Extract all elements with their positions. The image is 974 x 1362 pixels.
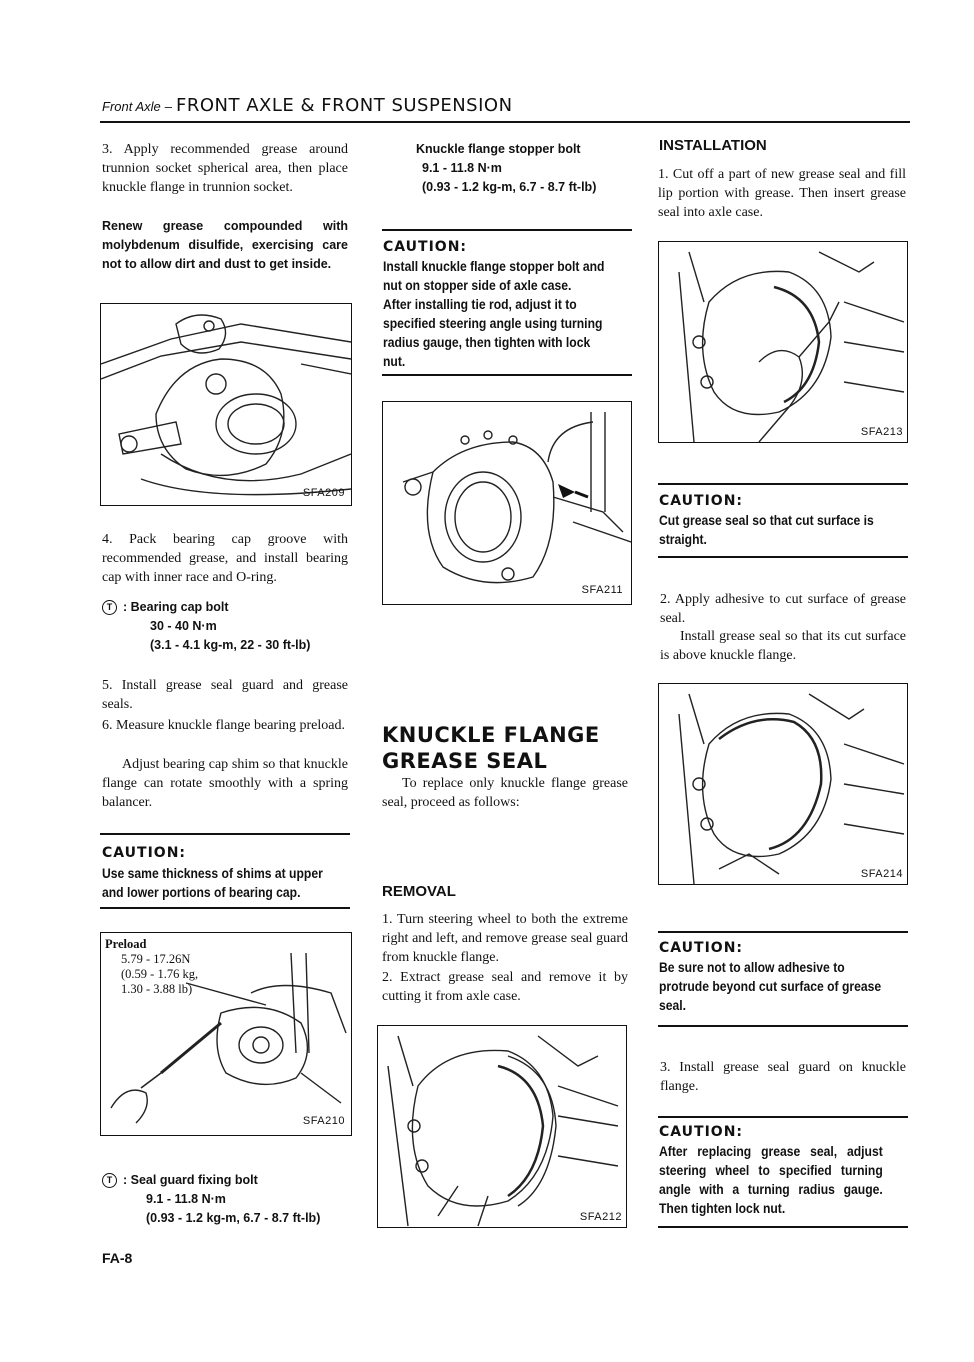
caution1-top-rule — [100, 833, 350, 835]
preload-callout — [105, 937, 198, 997]
caution4-bottom-rule — [658, 1025, 908, 1027]
fig-code-sfa213: SFA213 — [860, 426, 903, 438]
caution2-bottom-rule — [382, 374, 632, 376]
install-step1: 1. Cut off a part of new grease seal and fill lip portion with grease. Then insert grease seal into axle case. — [658, 167, 906, 220]
caution1-bottom-rule — [100, 907, 350, 909]
knuckle-assembly-illustration — [101, 304, 351, 505]
col1-note3: Renew grease compounded with molybdenum disulfide, exercising care not to allow dirt and dust to get inside. — [102, 219, 348, 271]
col2-caution-box — [383, 257, 605, 371]
col3-caution1-text: Cut grease seal so that cut surface is straight. — [659, 513, 874, 547]
caution4-top-rule — [658, 931, 908, 933]
col1-step5: 5. Install grease seal guard and grease seals. — [102, 678, 348, 712]
torque1-value: 30 - 40 N·m — [150, 619, 217, 633]
seal-position-illustration — [659, 684, 907, 884]
removal-step2: 2. Extract grease seal and remove it by cutting it from axle case. — [382, 970, 628, 1004]
preload-lb: 1.30 - 3.88 lb) — [121, 982, 193, 996]
torque2-label: : Seal guard fixing bolt — [123, 1173, 258, 1187]
col3-caution2-text: Be sure not to allow adhesive to protrude beyond cut surface of grease seal. — [659, 960, 882, 1013]
caution5-bottom-rule — [658, 1226, 908, 1228]
figure-sfa213 — [658, 241, 908, 443]
col2-intro: To replace only knuckle flange grease seal, proceed as follows: — [382, 776, 628, 810]
col3-caution1-title: CAUTION: — [659, 493, 744, 509]
col2-caution-text-2: After installing tie rod, adjust it to specified steering angle using turning radius gauge, then tighten with lock nut. — [383, 297, 603, 369]
torque-icon: T — [102, 600, 117, 615]
heading-line1: KNUCKLE FLANGE — [382, 723, 600, 747]
removal-step1: 1. Turn steering wheel to both the extreme right and left, and remove grease seal guard from knuckle flange. — [382, 912, 628, 965]
torque2-alt: (0.93 - 1.2 kg-m, 6.7 - 8.7 ft-lb) — [146, 1211, 321, 1225]
col1-caution-box — [102, 864, 328, 902]
install-step2: 2. Apply adhesive to cut surface of grease seal. — [660, 592, 906, 626]
col3-caution2-box — [659, 958, 883, 1015]
install-note2: Install grease seal so that its cut surface is above knuckle flange. — [660, 629, 906, 663]
page-number: FA-8 — [102, 1250, 133, 1266]
figure-sfa210 — [100, 932, 352, 1136]
installation-title: INSTALLATION — [659, 137, 767, 154]
knuckle-flange-heading — [382, 722, 632, 774]
torque-icon: T — [102, 1173, 117, 1188]
torque1-label: : Bearing cap bolt — [123, 600, 229, 614]
caution5-top-rule — [658, 1116, 908, 1118]
torque-seal-guard-bolt — [102, 1171, 348, 1228]
torque1-alt: (3.1 - 4.1 kg-m, 22 - 30 ft-lb) — [150, 638, 311, 652]
seal-insertion-illustration — [659, 242, 907, 442]
caution3-top-rule — [658, 483, 908, 485]
col2-caution-text-1: Install knuckle flange stopper bolt and nut on stopper side of axle case. — [383, 259, 605, 293]
col1-caution-title: CAUTION: — [102, 845, 187, 861]
fig-code-sfa210: SFA210 — [302, 1115, 345, 1127]
install-step3: 3. Install grease seal guard on knuckle flange. — [660, 1060, 906, 1094]
col2-torque-label: Knuckle flange stopper bolt — [416, 142, 581, 156]
col2-torque-alt: (0.93 - 1.2 kg-m, 6.7 - 8.7 ft-lb) — [422, 180, 597, 194]
figure-sfa211 — [382, 401, 632, 605]
removal-title: REMOVAL — [382, 883, 456, 900]
stopper-bolt-illustration — [383, 402, 631, 604]
header-title: FRONT AXLE & FRONT SUSPENSION — [176, 95, 513, 116]
header-dash: – — [164, 99, 172, 114]
col1-step4: 4. Pack bearing cap groove with recommended grease, and install bearing cap with inner race and O-ring. — [102, 532, 348, 585]
fig-code-sfa212: SFA212 — [579, 1211, 622, 1223]
caution2-top-rule — [382, 229, 632, 231]
col1-step3: 3. Apply recommended grease around trunnion socket spherical area, then place knuckle flange in trunnion socket. — [102, 142, 348, 195]
col3-caution1-box — [659, 511, 883, 549]
torque-bearing-cap-bolt — [102, 598, 348, 655]
col1-step6: 6. Measure knuckle flange bearing preload. — [102, 718, 345, 733]
page-header — [102, 95, 912, 123]
figure-sfa214 — [658, 683, 908, 885]
torque-stopper-bolt — [382, 140, 632, 197]
col1-note6: Adjust bearing cap shim so that knuckle flange can rotate smoothly with a spring balancer. — [102, 757, 348, 810]
torque2-value: 9.1 - 11.8 N·m — [146, 1192, 226, 1206]
preload-kg: (0.59 - 1.76 kg, — [121, 967, 199, 981]
caution3-bottom-rule — [658, 556, 908, 558]
col3-caution3-box — [659, 1142, 883, 1218]
fig-code-sfa214: SFA214 — [860, 868, 903, 880]
col3-caution2-title: CAUTION: — [659, 940, 744, 956]
col3-caution3-title: CAUTION: — [659, 1124, 744, 1140]
col1-caution-text: Use same thickness of shims at upper and lower portions of bearing cap. — [102, 866, 323, 900]
fig-code-sfa211: SFA211 — [581, 584, 623, 596]
figure-sfa212 — [377, 1025, 627, 1228]
preload-label: Preload — [105, 937, 147, 951]
col3-caution3-text: After replacing grease seal, adjust steering wheel to specified turning angle with a turning radius gauge. Then tighten lock nut. — [659, 1144, 883, 1216]
seal-removal-illustration — [378, 1026, 626, 1227]
header-rule — [100, 121, 910, 123]
figure-sfa209 — [100, 303, 352, 506]
fig-code-sfa209: SFA209 — [302, 487, 345, 499]
preload-n: 5.79 - 17.26N — [121, 952, 191, 966]
col2-torque-value: 9.1 - 11.8 N·m — [422, 161, 502, 175]
heading-line2: GREASE SEAL — [382, 749, 548, 773]
header-section-small: Front Axle — [102, 99, 161, 114]
col2-caution-title: CAUTION: — [383, 239, 468, 255]
